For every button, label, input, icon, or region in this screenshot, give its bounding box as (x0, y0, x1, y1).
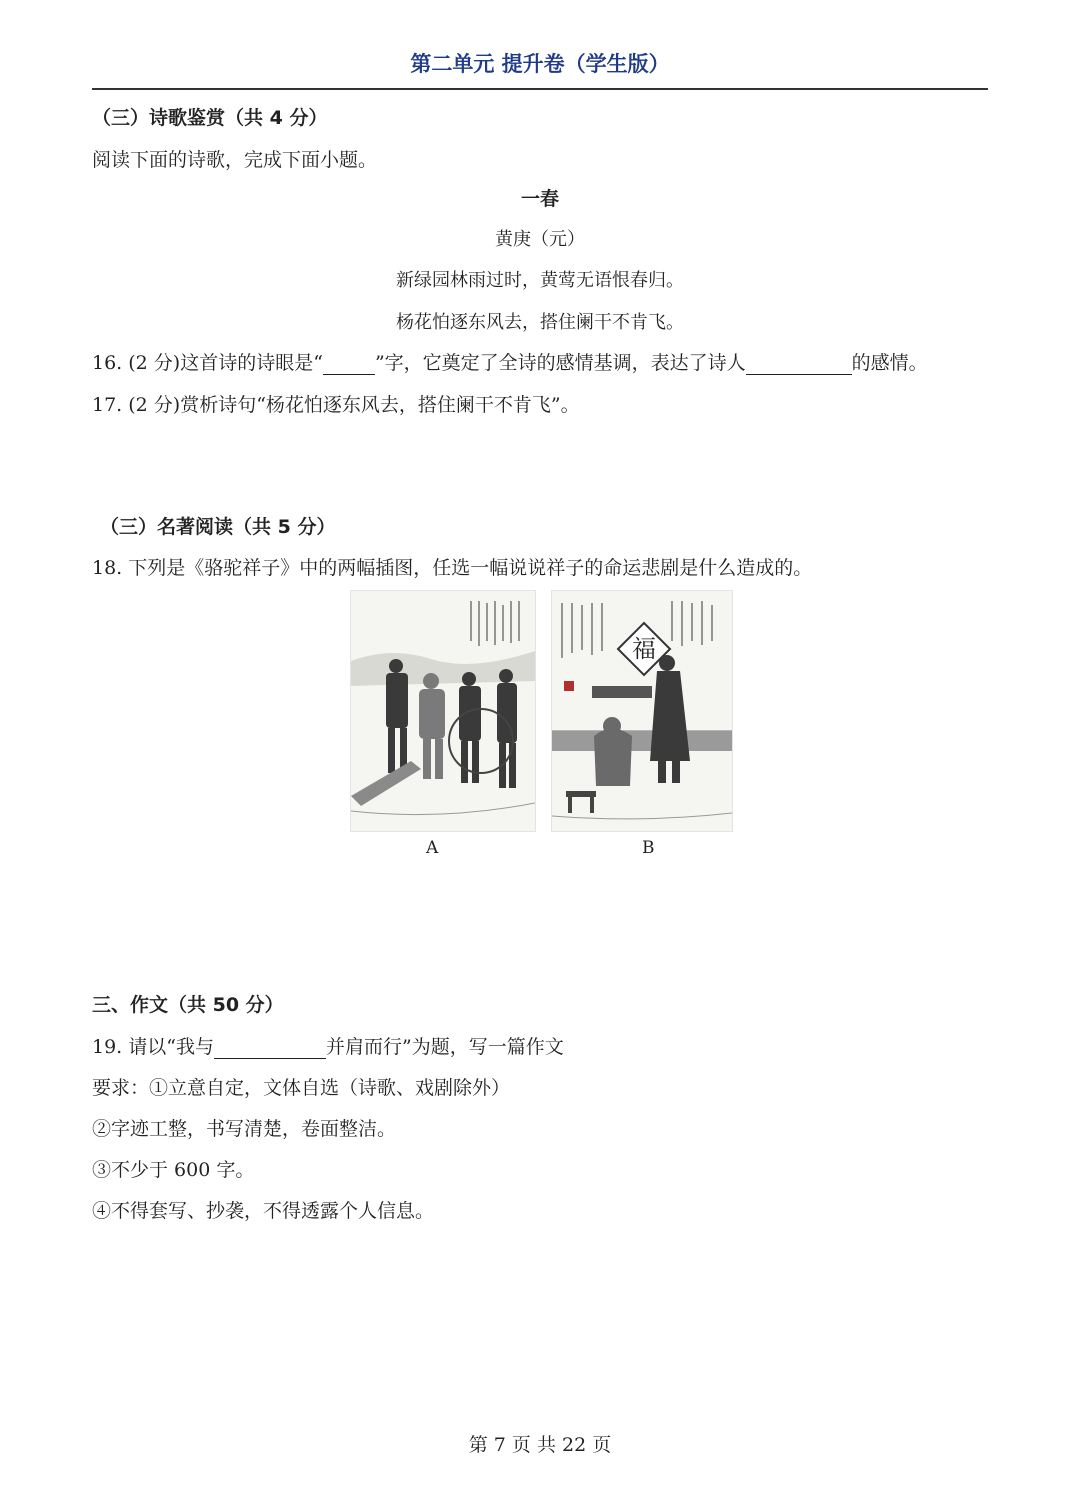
q16-prefix: 16. (2 分)这首诗的诗眼是“ (92, 352, 323, 374)
caption-b: B (642, 838, 655, 858)
poetry-intro: 阅读下面的诗歌，完成下面小题。 (92, 149, 378, 171)
page-footer: 第 7 页 共 22 页 (468, 1434, 612, 1456)
question-19 (92, 1032, 564, 1059)
essay-requirement-3: ③不少于 600 字。 (92, 1159, 255, 1181)
illustration-a (350, 590, 536, 832)
question-17: 17. (2 分)赏析诗句“杨花怕逐东风去，搭住阑干不肯飞”。 (92, 394, 580, 416)
fortune-sign-char: 福 (632, 635, 656, 663)
poem-title: 一春 (520, 188, 559, 210)
q16-blank-1[interactable] (323, 354, 375, 375)
q16-suffix: 的感情。 (851, 352, 928, 374)
poem-line-2: 杨花怕逐东风去，搭住阑干不肯飞。 (396, 312, 684, 333)
essay-section-heading: 三、作文（共 50 分） (92, 994, 284, 1016)
question-18: 18. 下列是《骆驼祥子》中的两幅插图，任选一幅说说祥子的命运悲剧是什么造成的。 (92, 557, 813, 579)
poem-author: 黄庚（元） (495, 229, 585, 250)
essay-requirement-1: 要求：①立意自定，文体自选（诗歌、戏剧除外） (92, 1077, 511, 1099)
header-divider (92, 88, 988, 90)
page-header-title: 第二单元 提升卷（学生版） (410, 52, 670, 76)
illustration-b (551, 590, 733, 832)
illustration-a-drawing (351, 591, 535, 831)
q19-title-blank[interactable] (214, 1038, 326, 1059)
essay-requirement-4: ④不得套写、抄袭，不得透露个人信息。 (92, 1200, 435, 1222)
poem-line-1: 新绿园林雨过时，黄莺无语恨春归。 (396, 270, 684, 291)
illustration-b-drawing (552, 591, 732, 831)
essay-requirement-2: ②字迹工整，书写清楚，卷面整洁。 (92, 1118, 397, 1140)
classics-section-heading: （三）名著阅读（共 5 分） (100, 516, 336, 538)
q16-blank-2[interactable] (746, 354, 852, 375)
poetry-section-heading: （三）诗歌鉴赏（共 4 分） (92, 107, 328, 129)
q19-suffix: 并肩而行”为题，写一篇作文 (325, 1036, 564, 1058)
q19-prefix: 19. 请以“我与 (92, 1036, 214, 1058)
q16-middle: ”字，它奠定了全诗的感情基调，表达了诗人 (374, 352, 746, 374)
caption-a: A (426, 838, 439, 858)
question-16 (92, 348, 928, 375)
